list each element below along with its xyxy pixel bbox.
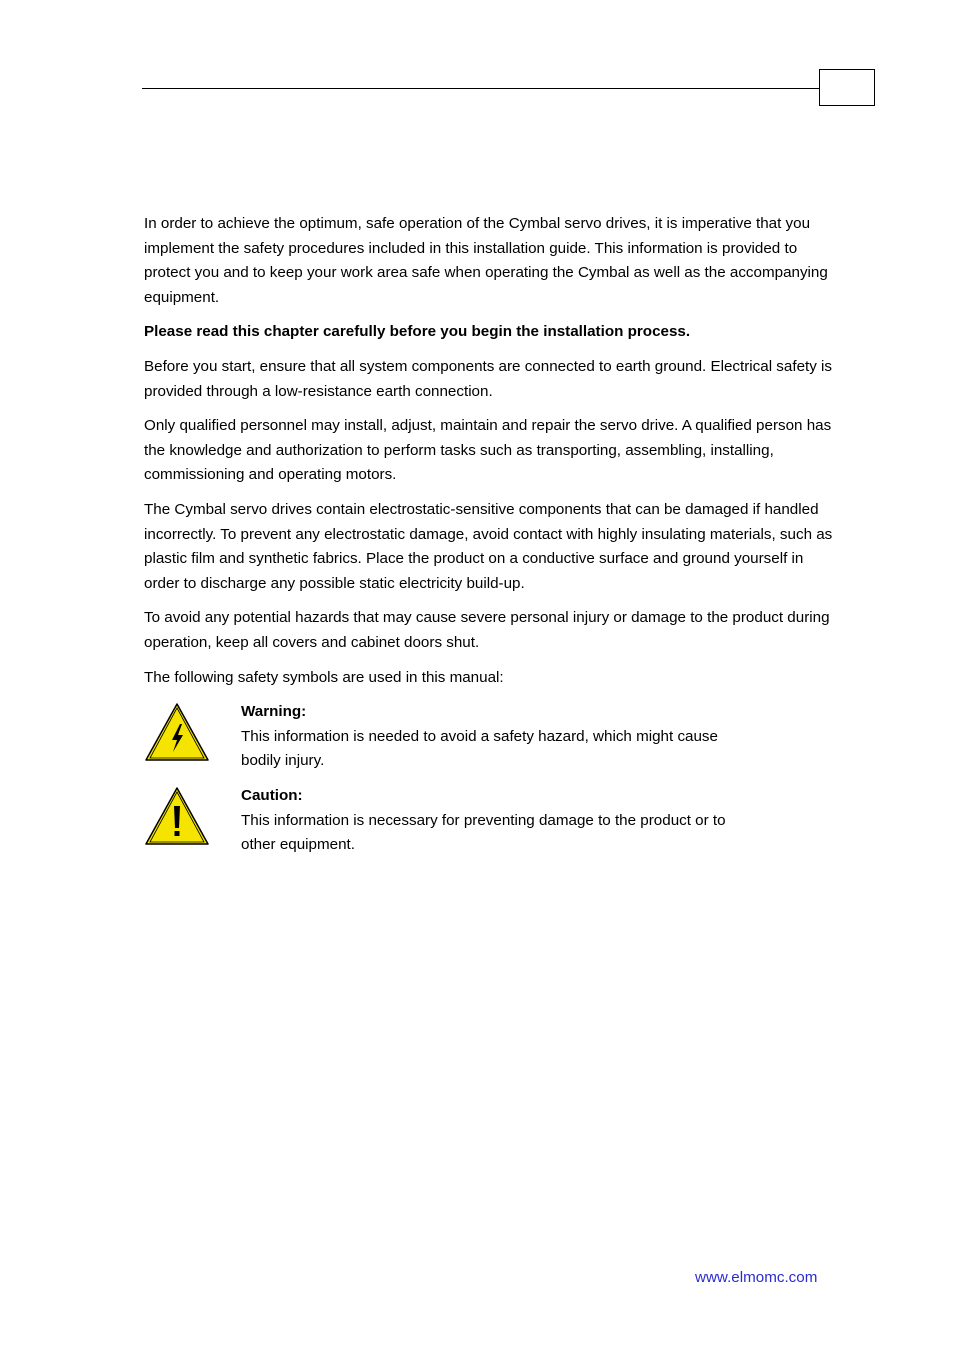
intro-paragraph: In order to achieve the optimum, safe operation of the Cymbal servo drives, it is imperative that you implement the safety procedures included in this installation guide. This information is provided to protect you and to keep your work area safe when operating the Cymbal as well as the accompanying equipment. [144,215,828,306]
header-rule [142,88,819,89]
website-link[interactable]: www.elmomc.com [695,1269,818,1286]
covers-paragraph: To avoid any potential hazards that may cause severe personal injury or damage to the product during operation, keep all covers and cabinet doors shut. [144,609,830,651]
read-chapter-notice: Please read this chapter carefully before you begin the installation process. [144,323,691,341]
warning-title: Warning: [241,703,307,721]
electrostatic-paragraph: The Cymbal servo drives contain electrostatic-sensitive components that can be damaged if handled incorrectly. To prevent any electrostatic damage, avoid contact with highly insulating materials, such as plastic film and synthetic fabrics. Place the product on a conductive surface and ground yourself in order to discharge any possible static electricity build-up. [144,500,833,592]
warning-description-line1: This information is needed to avoid a safety hazard, which might cause [241,727,718,745]
warning-text [241,700,781,774]
page-number-box [819,69,875,106]
symbols-intro-paragraph: The following safety symbols are used in this manual: [144,668,504,686]
caution-text [241,784,781,858]
exclamation-caution-icon [144,786,210,846]
caution-symbol-row [144,784,834,868]
high-voltage-warning-icon [144,702,210,762]
caution-description-line2: other equipment. [241,836,355,854]
main-content [144,212,834,868]
caution-title: Caution: [241,787,303,805]
earth-ground-paragraph: Before you start, ensure that all system components are connected to earth ground. Electrical safety is provided through a low-resistance earth connection. [144,357,833,400]
qualified-personnel-paragraph: Only qualified personnel may install, adjust, maintain and repair the servo drive. A qualified person has the knowledge and authorization to perform tasks such as transporting, assembling, installing, commissioning and operating motors. [144,417,832,484]
warning-description-line2: bodily injury. [241,752,325,770]
warning-symbol-row [144,700,834,784]
caution-description-line1: This information is necessary for preventing damage to the product or to [241,811,726,829]
